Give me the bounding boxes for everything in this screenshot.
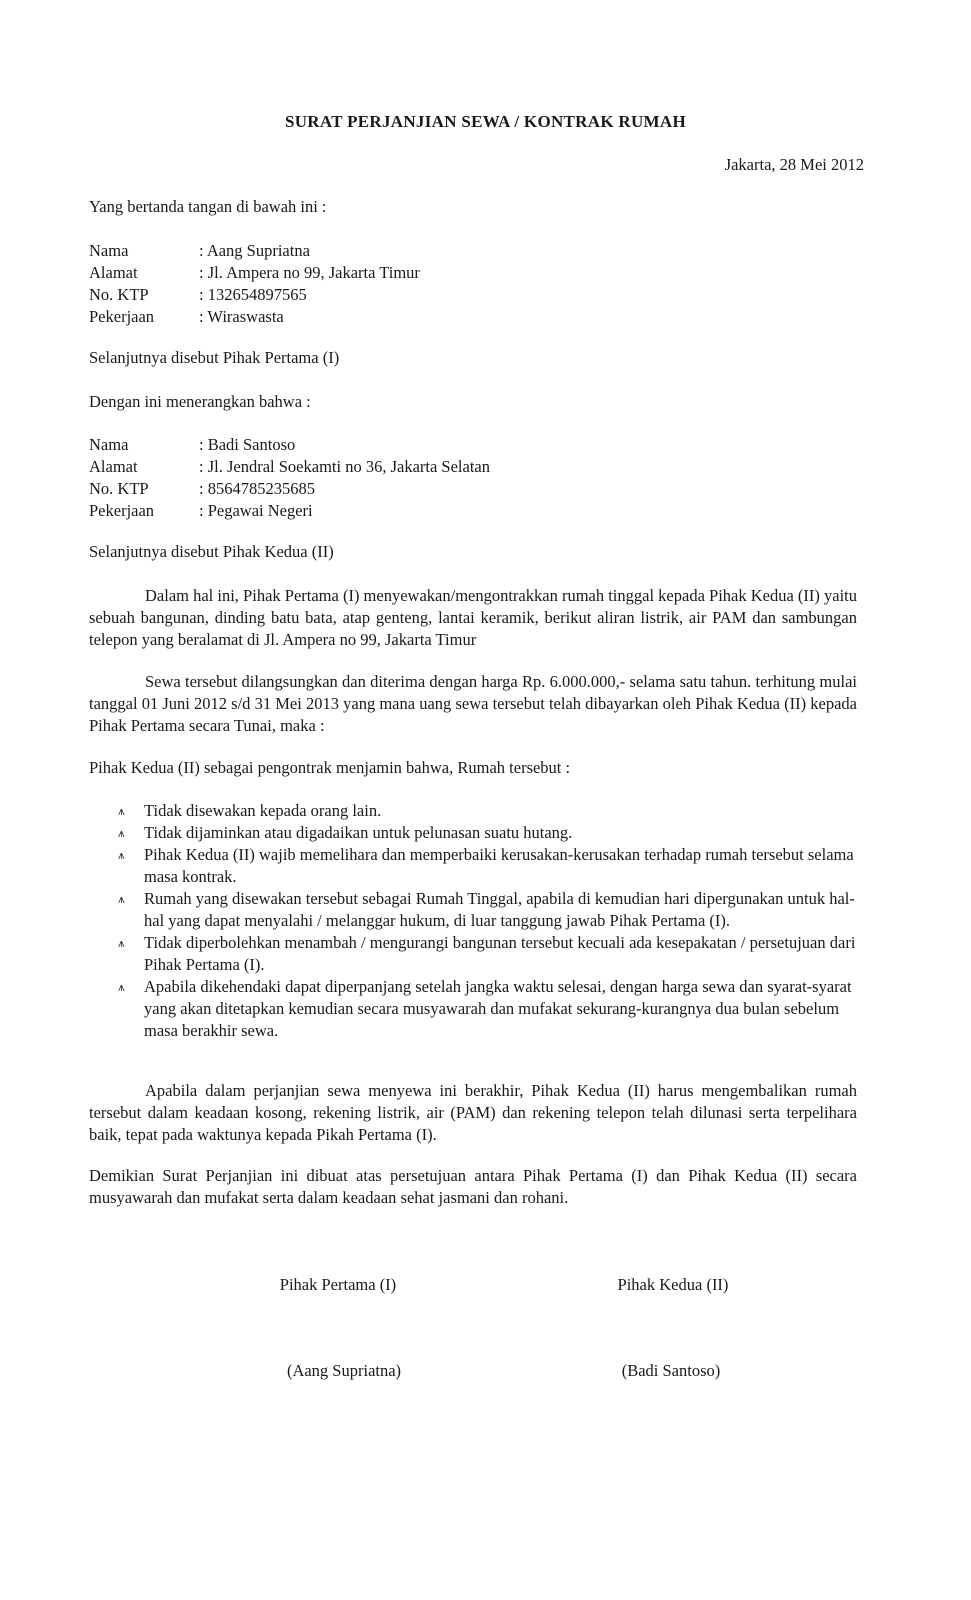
document-date: Jakarta, 28 Mei 2012 (724, 155, 864, 174)
list-item (89, 800, 857, 822)
field-label: Alamat (89, 263, 138, 282)
condition-text: Tidak disewakan kepada orang lain. (144, 801, 382, 820)
party1-fields (89, 240, 869, 328)
bullet-icon: ⩚ (118, 804, 125, 818)
field-label: Alamat (89, 457, 138, 476)
list-item (89, 932, 857, 976)
paragraph-rental-object: Dalam hal ini, Pihak Pertama (I) menyewakan/mengontrakkan rumah tinggal kepada Pihak Kedua (II) yaitu sebuah bangunan, dinding batu bata, atap genteng, lantai keramik, berikut aliran listrik, air PAM dan sambungan telepon yang beralamat di Jl. Ampera no 99, Jakarta Timur (89, 586, 858, 649)
field-label: Pekerjaan (89, 501, 155, 520)
condition-text: Pihak Kedua (II) wajib memelihara dan memperbaiki kerusakan-kerusakan terhadap rumah tersebut selama masa kontrak. (144, 845, 854, 886)
intro-text: Yang bertanda tangan di bawah ini : (89, 197, 327, 216)
document-title: SURAT PERJANJIAN SEWA / KONTRAK RUMAH (284, 112, 687, 131)
party1-address-row (89, 262, 869, 284)
party1-ktp-row (89, 284, 869, 306)
statement-text: Dengan ini menerangkan bahwa : (89, 392, 311, 411)
list-item (89, 888, 857, 932)
field-label: No. KTP (89, 479, 149, 498)
party1-name-row (89, 240, 869, 262)
field-value: : 8564785235685 (199, 478, 315, 500)
field-value: : Aang Supriatna (199, 240, 310, 262)
condition-text: Tidak diperbolehkan menambah / mengurangi bangunan tersebut kecuali ada kesepakatan / persetujuan dari Pihak Pertama (I). (144, 933, 856, 974)
party2-ktp-row (89, 478, 869, 500)
party1-occupation-row (89, 306, 869, 328)
party1-designation: Selanjutnya disebut Pihak Pertama (I) (89, 348, 340, 367)
guarantee-intro: Pihak Kedua (II) sebagai pengontrak menjamin bahwa, Rumah tersebut : (89, 758, 571, 777)
condition-text: Tidak dijaminkan atau digadaikan untuk pelunasan suatu hutang. (144, 823, 573, 842)
list-item (89, 822, 857, 844)
field-value: : 132654897565 (199, 284, 307, 306)
party2-fields (89, 434, 869, 522)
list-item (89, 844, 857, 888)
field-value: : Jl. Ampera no 99, Jakarta Timur (199, 262, 420, 284)
field-label: No. KTP (89, 285, 149, 304)
list-item (89, 976, 857, 1042)
signature-title-right: Pihak Kedua (II) (617, 1275, 729, 1294)
bullet-icon: ⩚ (118, 826, 125, 840)
paragraph-rental-price: Sewa tersebut dilangsungkan dan diterima dengan harga Rp. 6.000.000,- selama satu tahun. terhitung mulai tanggal 01 Juni 2012 s/d 31 Mei 2013 yang mana uang sewa tersebut telah dibayarkan oleh Pihak Kedua (II) kepada Pihak Pertama secara Tunai, maka : (89, 672, 857, 735)
bullet-icon: ⩚ (118, 848, 125, 862)
conditions-list (89, 800, 857, 1042)
field-value: : Badi Santoso (199, 434, 295, 456)
field-label: Nama (89, 435, 129, 454)
closing-paragraph: Demikian Surat Perjanjian ini dibuat atas persetujuan antara Pihak Pertama (I) dan Pihak Kedua (II) secara musyawarah dan mufakat serta dalam keadaan sehat jasmani dan rohani. (89, 1166, 857, 1207)
condition-text: Rumah yang disewakan tersebut sebagai Rumah Tinggal, apabila di kemudian hari dipergunakan untuk hal-hal yang dapat menyalahi / melanggar hukum, di luar tanggung jawab Pihak Pertama (I). (144, 889, 855, 930)
field-value: : Jl. Jendral Soekamti no 36, Jakarta Selatan (199, 456, 490, 478)
bullet-icon: ⩚ (118, 892, 125, 906)
party2-name-row (89, 434, 869, 456)
paragraph-return-conditions: Apabila dalam perjanjian sewa menyewa ini berakhir, Pihak Kedua (II) harus mengembalikan rumah tersebut dalam keadaan kosong, rekening listrik, air (PAM) dan rekening telepon telah dilunasi serta terpelihara baik, tepat pada waktunya kepada Pikah Pertama (I). (89, 1081, 857, 1144)
field-value: : Wiraswasta (199, 306, 284, 328)
party2-occupation-row (89, 500, 869, 522)
field-label: Nama (89, 241, 129, 260)
party2-designation: Selanjutnya disebut Pihak Kedua (II) (89, 542, 334, 561)
condition-text: Apabila dikehendaki dapat diperpanjang setelah jangka waktu selesai, dengan harga sewa dan syarat-syarat yang akan ditetapkan kemudian secara musyawarah dan mufakat sekurang-kurangnya dua bulan sebelum masa berakhir sewa. (144, 977, 852, 1040)
bullet-icon: ⩚ (118, 980, 125, 994)
party2-address-row (89, 456, 869, 478)
signature-title-left: Pihak Pertama (I) (279, 1275, 397, 1294)
field-value: : Pegawai Negeri (199, 500, 313, 522)
signature-name-left: (Aang Supriatna) (286, 1361, 402, 1380)
signature-name-right: (Badi Santoso) (621, 1361, 721, 1380)
bullet-icon: ⩚ (118, 936, 125, 950)
field-label: Pekerjaan (89, 307, 155, 326)
